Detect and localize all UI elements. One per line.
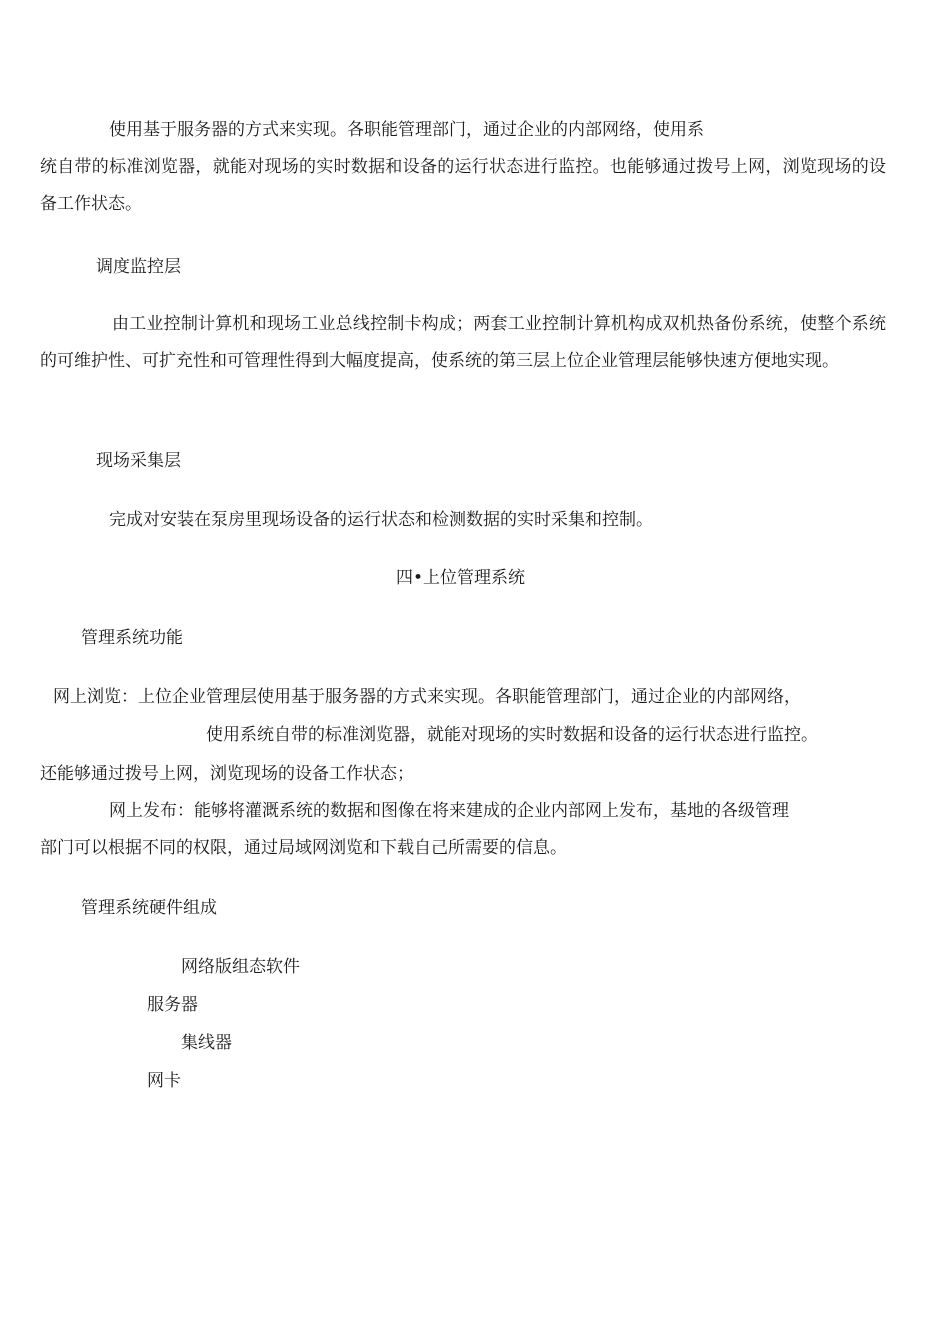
publish-line1: 网上发布：能够将灌溉系统的数据和图像在将来建成的企业内部网上发布，基地的各级管理	[109, 801, 789, 821]
browse-line1: 网上浏览：上位企业管理层使用基于服务器的方式来实现。各职能管理部门，通过企业的内部网络，	[53, 687, 801, 707]
publish-line2: 部门可以根据不同的权限，通过局域网浏览和下载自己所需要的信息。	[40, 838, 567, 858]
dispatch-heading: 调度监控层	[96, 257, 181, 277]
browse-line3: 还能够通过拨号上网，浏览现场的设备工作状态；	[40, 764, 414, 784]
hardware-item-software: 网络版组态软件	[181, 957, 300, 977]
intro-para-line1: 使用基于服务器的方式来实现。各职能管理部门，通过企业的内部网络，使用系	[109, 120, 704, 140]
dispatch-para: 由工业控制计算机和现场工业总线控制卡构成；两套工业控制计算机构成双机热备份系统，使整个系统的可维护性、可扩充性和可管理性得到大幅度提高，使系统的第三层上位企业管理层能够快速方便地实现。	[40, 314, 886, 371]
field-heading: 现场采集层	[96, 451, 181, 471]
browse-line2: 使用系统自带的标准浏览器，就能对现场的实时数据和设备的运行状态进行监控。	[206, 725, 818, 745]
hardware-heading: 管理系统硬件组成	[81, 898, 217, 918]
hardware-item-server: 服务器	[147, 995, 198, 1015]
hardware-item-hub: 集线器	[181, 1033, 232, 1053]
hardware-item-nic: 网卡	[147, 1071, 181, 1091]
intro-para-rest: 统自带的标准浏览器，就能对现场的实时数据和设备的运行状态进行监控。也能够通过拨号上网，浏览现场的设备工作状态。	[40, 157, 886, 214]
functions-heading: 管理系统功能	[81, 628, 183, 648]
field-para: 完成对安装在泵房里现场设备的运行状态和检测数据的实时采集和控制。	[109, 510, 653, 530]
chapter-title: 四•上位管理系统	[396, 568, 526, 588]
